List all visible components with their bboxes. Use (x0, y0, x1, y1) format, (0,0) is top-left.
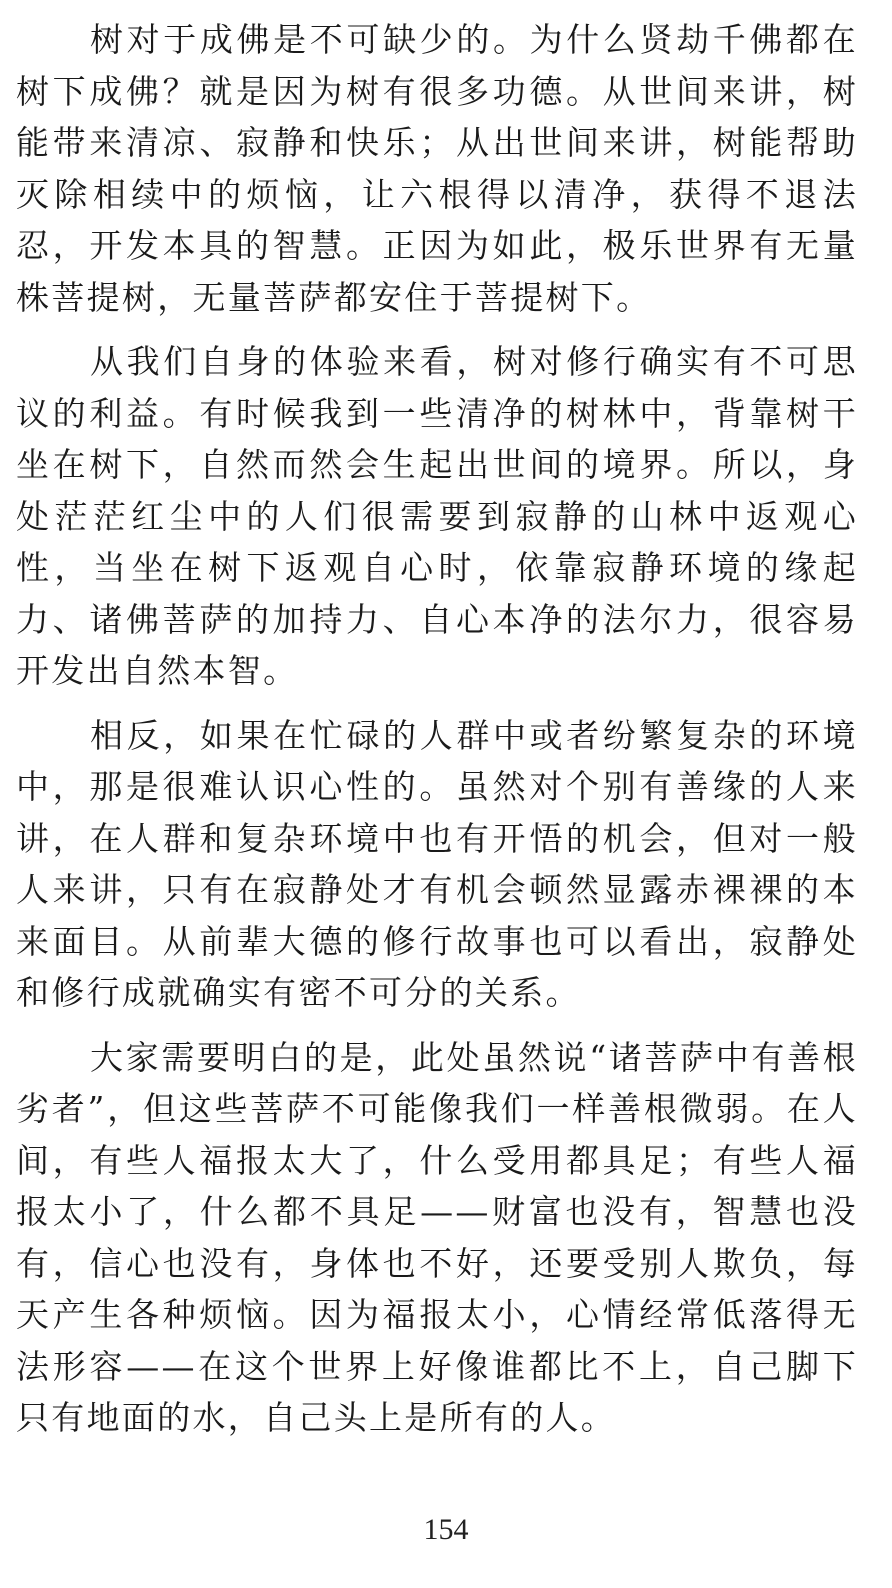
paragraph-4: 大家需要明白的是，此处虽然说“诸菩萨中有善根劣者”，但这些菩萨不可能像我们一样善根微弱。在人间，有些人福报太大了，什么受用都具足；有些人福报太小了，什么都不具足——财富也没有，智慧也没有，信心也没有，身体也不好，还要受别人欺负，每天产生各种烦恼。因为福报太小，心情经常低落得无法形容——在这个世界上好像谁都比不上，自己脚下只有地面的水，自己头上是所有的人。 (16, 1037, 858, 1437)
page-number: 154 (423, 1513, 469, 1546)
paragraph-2: 从我们自身的体验来看，树对修行确实有不可思议的利益。有时候我到一些清净的树林中，背靠树干坐在树下，自然而然会生起出世间的境界。所以，身处茫茫红尘中的人们很需要到寂静的山林中返观心性，当坐在树下返观自心时，依靠寂静环境的缘起力、诸佛菩萨的加持力、自心本净的法尔力，很容易开发出自然本智。 (16, 342, 858, 690)
paragraph-3: 相反，如果在忙碌的人群中或者纷繁复杂的环境中，那是很难认识心性的。虽然对个别有善缘的人来讲，在人群和复杂环境中也有开悟的机会，但对一般人来讲，只有在寂静处才有机会顿然显露赤裸裸的本来面目。从前辈大德的修行故事也可以看出，寂静处和修行成就确实有密不可分的关系。 (16, 715, 858, 1012)
paragraph-1: 树对于成佛是不可缺少的。为什么贤劫千佛都在树下成佛？就是因为树有很多功德。从世间来讲，树能带来清凉、寂静和快乐；从出世间来讲，树能帮助灭除相续中的烦恼，让六根得以清净，获得不退法忍，开发本具的智慧。正因为如此，极乐世界有无量株菩提树，无量菩萨都安住于菩提树下。 (16, 20, 858, 317)
text-body (16, 14, 858, 1444)
